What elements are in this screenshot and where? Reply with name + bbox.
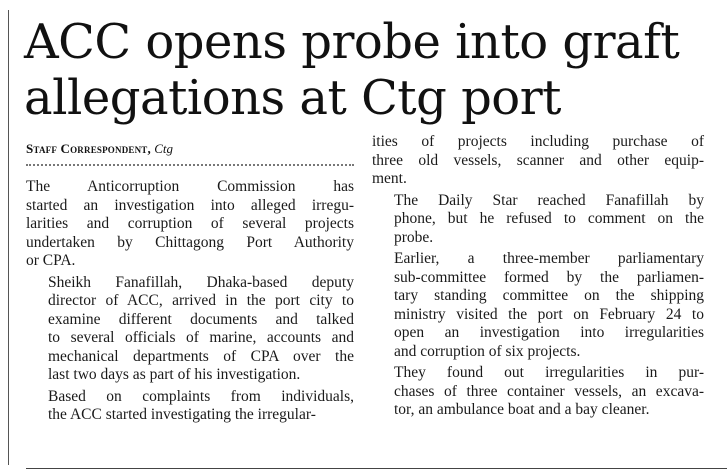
- column-rule-left: [8, 10, 9, 465]
- text-line: They found out irregularities in pur-: [394, 364, 704, 381]
- text-line: ities of projects including purchase of: [372, 133, 704, 150]
- text-line: Based on complaints from individuals,: [48, 387, 354, 405]
- byline: [26, 141, 356, 157]
- paragraph: [372, 250, 704, 361]
- headline: [24, 14, 724, 126]
- text-line: phone, but he refused to comment on the: [394, 210, 704, 227]
- text-line: The Daily Star reached Fanafillah by: [394, 191, 704, 209]
- byline-dotted-divider: [26, 164, 354, 166]
- byline-place: Ctg: [154, 141, 174, 156]
- text-line: last two days as part of his investigation.: [48, 366, 301, 383]
- text-line: ment.: [372, 170, 407, 187]
- text-line: undertaken by Chittagong Port Authority: [26, 233, 354, 251]
- paragraph: [26, 178, 354, 271]
- text-line: or CPA.: [26, 252, 76, 269]
- headline-line: ACC opens probe into graft: [24, 14, 680, 70]
- text-line: the ACC started investigating the irregular-: [48, 406, 316, 423]
- text-line: larities and corruption of several projects: [26, 215, 354, 232]
- text-line: ministry visited the port on February 24 to: [394, 305, 704, 323]
- bottom-rule: [26, 468, 727, 469]
- paragraph: [372, 192, 704, 248]
- text-line: probe.: [394, 228, 434, 246]
- text-line: open an investigation into irregularities: [394, 324, 704, 341]
- text-line: sub-committee formed by the parliamen-: [394, 268, 704, 286]
- text-line: and corruption of six projects.: [394, 342, 581, 360]
- text-line: examine different documents and talked: [48, 310, 354, 328]
- text-line: mechanical departments of CPA over the: [48, 347, 354, 365]
- text-line: tor, an ambulance boat and a bay cleaner.: [394, 401, 650, 418]
- paragraph: [26, 274, 354, 385]
- paragraph: [372, 133, 704, 189]
- text-line: director of ACC, arrived in the port city to: [48, 292, 354, 309]
- text-line: started an investigation into alleged irregu-: [26, 196, 354, 214]
- text-line: The Anticorruption Commission has: [26, 178, 354, 195]
- text-line: three old vessels, scanner and other equip-: [372, 151, 704, 169]
- headline-line: allegations at Ctg port: [24, 70, 561, 126]
- byline-name: Staff Correspondent,: [26, 141, 151, 156]
- paragraph: [26, 388, 354, 425]
- text-line: Earlier, a three-member parliamentary: [394, 250, 704, 267]
- text-line: tary standing committee on the shipping: [394, 287, 704, 304]
- article-column-left: [26, 178, 354, 428]
- text-line: to several officials of marine, accounts and: [48, 329, 354, 346]
- paragraph: [372, 364, 704, 420]
- article-column-right: [372, 133, 704, 423]
- text-line: Sheikh Fanafillah, Dhaka-based deputy: [48, 273, 354, 291]
- text-line: chases of three container vessels, an excava-: [394, 382, 704, 400]
